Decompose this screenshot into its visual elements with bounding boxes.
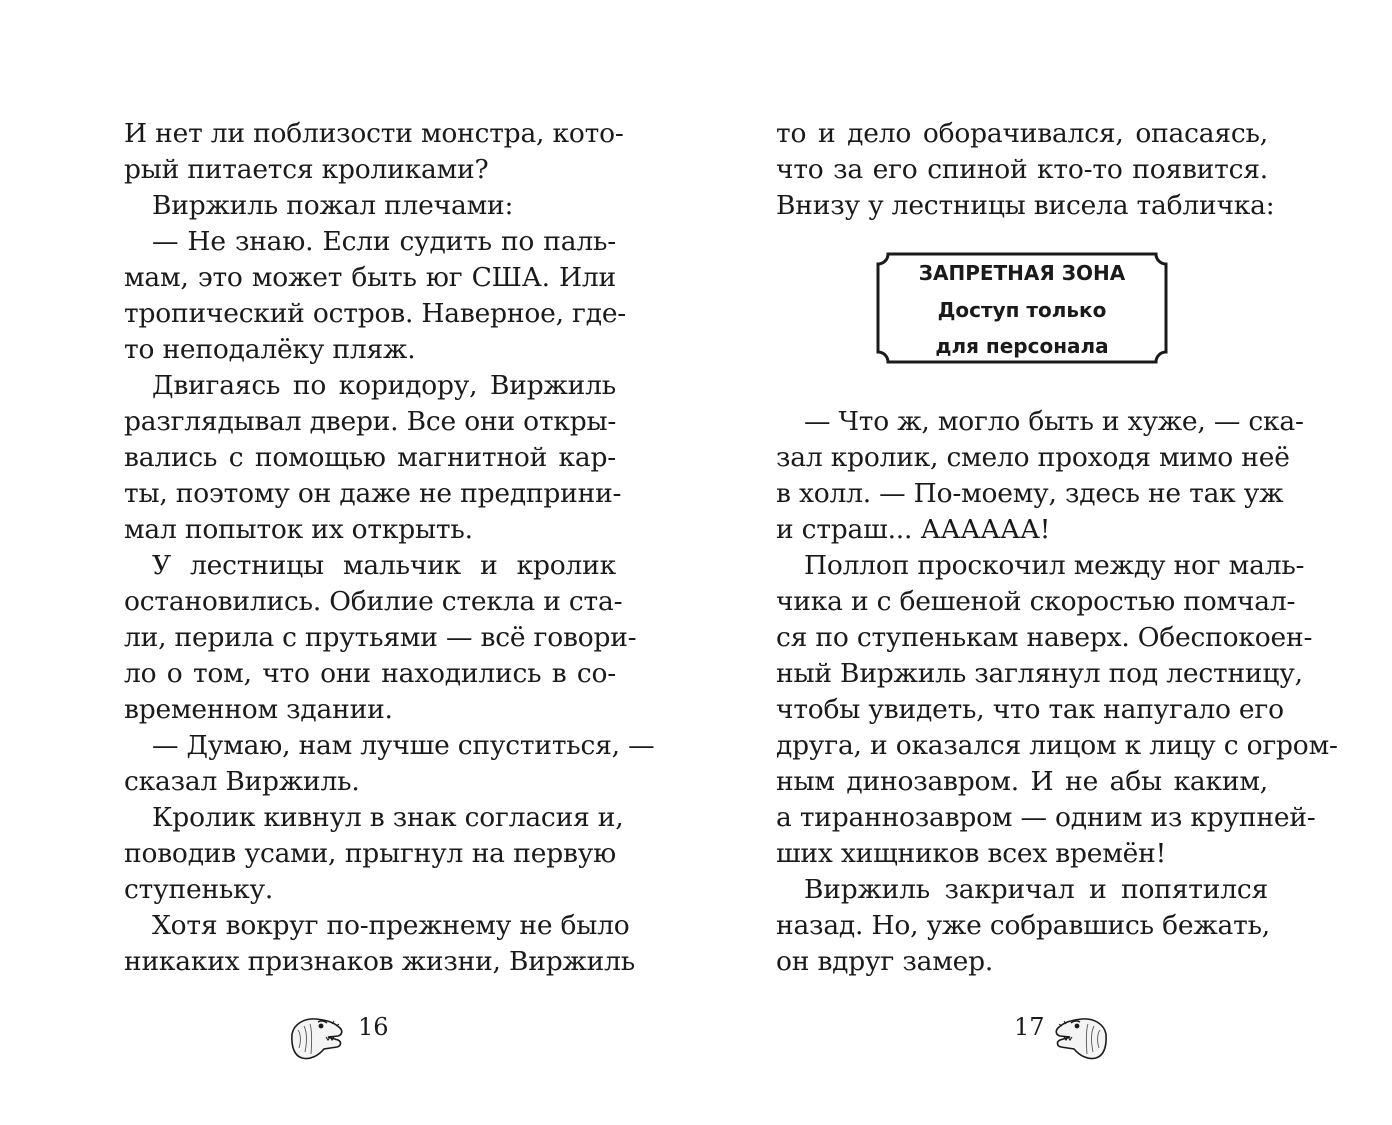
- text-line: ших хищников всех времён!: [776, 838, 1167, 869]
- text-line: Двигаясь по коридору, Виржиль: [152, 370, 616, 401]
- text-line: разглядывал двери. Все они откры-: [124, 406, 617, 437]
- text-line: Виржиль пожал плечами:: [152, 190, 514, 221]
- page-number: 17: [1014, 1013, 1045, 1041]
- text-line: рый питается кроликами?: [124, 154, 489, 185]
- text-line: что за его спиной кто-то появится.: [776, 154, 1268, 185]
- text-line: ты, поэтому он даже не предприни-: [124, 478, 622, 509]
- text-line: тропический остров. Наверное, где-: [124, 298, 627, 329]
- text-line: Виржиль закричал и попятился: [804, 874, 1268, 905]
- text-line: ступеньку.: [124, 874, 274, 905]
- text-line: ся по ступенькам наверх. Обеспокоен-: [776, 622, 1313, 653]
- text-line: ный Виржиль заглянул под лестницу,: [776, 658, 1303, 689]
- text-line: — Не знаю. Если судить по паль-: [152, 226, 616, 257]
- text-line: он вдруг замер.: [776, 946, 994, 977]
- text-line: сказал Виржиль.: [124, 766, 360, 797]
- text-line: мал попыток их открыть.: [124, 514, 473, 545]
- text-line: и страш... АААААА!: [776, 514, 1051, 545]
- text-line: Внизу у лестницы висела табличка:: [776, 190, 1275, 221]
- sign-title: ЗАПРЕТНАЯ ЗОНА: [918, 261, 1126, 285]
- text-line: временном здании.: [124, 694, 393, 725]
- text-line: то неподалёку пляж.: [124, 334, 416, 365]
- text-line: остановились. Обилие стекла и ста-: [124, 586, 623, 617]
- text-line: ло о том, что они находились в со-: [124, 658, 616, 689]
- text-line: в холл. — По-моему, здесь не так уж: [776, 478, 1284, 509]
- text-line: поводив усами, прыгнул на первую: [124, 838, 616, 869]
- text-line: чика и с бешеной скоростью помчал-: [776, 586, 1296, 617]
- text-line: Хотя вокруг по-прежнему не было: [152, 910, 630, 941]
- text-line: Поллоп проскочил между ног маль-: [804, 550, 1305, 581]
- text-line: И нет ли поблизости монстра, кото-: [124, 118, 624, 149]
- text-line: Кролик кивнул в знак согласия и,: [152, 802, 624, 833]
- dinosaur-head-icon: [1052, 1012, 1110, 1064]
- text-line: никаких признаков жизни, Виржиль: [124, 946, 636, 977]
- text-line: — Думаю, нам лучше спуститься, —: [152, 730, 655, 761]
- text-line: ли, перила с прутьями — всё говори-: [124, 622, 637, 653]
- right-page: [696, 0, 1392, 1125]
- page-number: 16: [358, 1013, 389, 1041]
- text-line: друга, и оказался лицом к лицу с огром-: [776, 730, 1338, 761]
- dinosaur-head-icon: [288, 1012, 346, 1064]
- text-line: ным динозавром. И не абы каким,: [776, 766, 1268, 797]
- text-line: назад. Но, уже собравшись бежать,: [776, 910, 1271, 941]
- sign-text-line: для персонала: [935, 334, 1109, 358]
- text-line: зал кролик, смело проходя мимо неё: [776, 442, 1290, 473]
- text-line: то и дело оборачивался, опасаясь,: [776, 118, 1268, 149]
- text-line: вались с помощью магнитной кар-: [124, 442, 616, 473]
- sign-text-line: Доступ только: [937, 298, 1107, 322]
- text-line: чтобы увидеть, что так напугало его: [776, 694, 1284, 725]
- text-line: У лестницы мальчик и кролик: [152, 550, 616, 581]
- text-line: — Что ж, могло быть и хуже, — ска-: [804, 406, 1304, 437]
- text-line: мам, это может быть юг США. Или: [124, 262, 616, 293]
- text-line: а тираннозавром — одним из крупней-: [776, 802, 1316, 833]
